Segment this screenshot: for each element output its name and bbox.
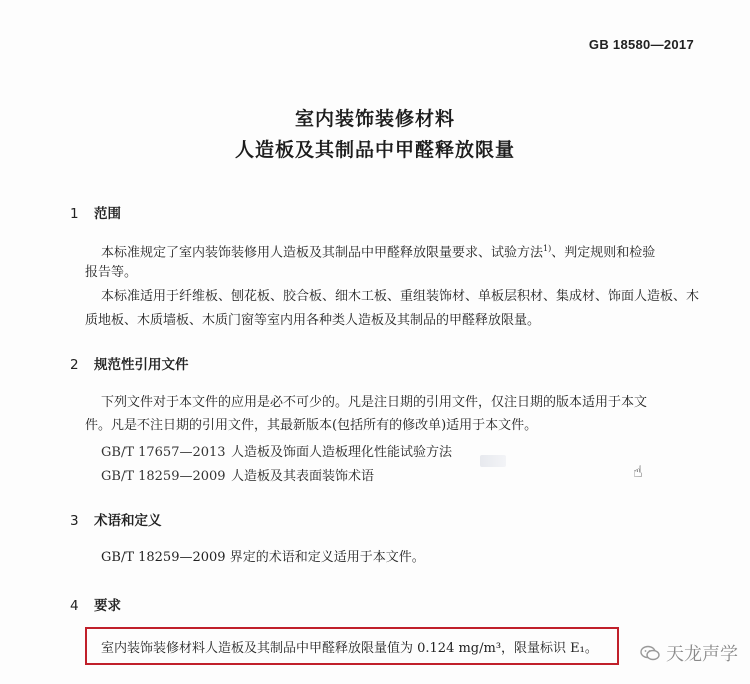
- section-1-para-1-line-2: 报告等。: [85, 265, 138, 280]
- section-number: 3: [70, 513, 79, 529]
- scan-smudge: [480, 455, 506, 467]
- section-2-para-line-2: 件。凡是不注日期的引用文件，其最新版本(包括所有的修改单)适用于本文件。: [85, 418, 538, 433]
- footnote-marker: 1): [543, 244, 552, 253]
- normative-reference: [101, 441, 452, 460]
- section-1-para-2-line-2: 质地板、木质墙板、木质门窗等室内用各种类人造板及其制品的甲醛释放限量。: [85, 313, 541, 328]
- section-2-para-line-1: 下列文件对于本文件的应用是必不可少的。凡是注日期的引用文件，仅注日期的版本适用于本文: [101, 395, 648, 410]
- normative-reference: [101, 465, 374, 484]
- reference-code: GB/T 18259—2009: [101, 469, 226, 484]
- reference-title: 人造板及饰面人造板理化性能试验方法: [231, 445, 453, 460]
- para-text-end: 、判定规则和检验: [551, 245, 656, 261]
- section-number: 1: [70, 206, 79, 222]
- requirement-text: 室内装饰装修材料人造板及其制品中甲醛释放限量值为 0.124 mg/m³，限量标识 E₁。: [101, 641, 598, 656]
- reference-code: GB/T 17657—2013: [101, 445, 226, 460]
- section-number: 2: [70, 357, 79, 373]
- section-3-heading: [70, 509, 162, 529]
- section-1-heading: [70, 202, 121, 222]
- section-3-para: GB/T 18259—2009 界定的术语和定义适用于本文件。: [101, 550, 425, 565]
- section-title: 规范性引用文件: [94, 357, 189, 373]
- standard-code: GB 18580—2017: [588, 37, 694, 52]
- title-line-2: 人造板及其制品中甲醛释放限量: [234, 139, 515, 161]
- title-line-1: 室内装饰装修材料: [294, 108, 455, 130]
- section-4-heading: [70, 594, 121, 614]
- section-title: 范围: [94, 206, 121, 222]
- section-2-heading: [70, 353, 189, 373]
- watermark-text: 天龙声学: [666, 644, 738, 665]
- section-1-para-1-line-1: [101, 240, 655, 262]
- para-text: 本标准规定了室内装饰装修用人造板及其制品中甲醛释放限量要求、试验方法: [101, 245, 544, 261]
- section-title: 术语和定义: [94, 513, 162, 529]
- watermark: [640, 640, 738, 666]
- section-1-para-2-line-1: 本标准适用于纤维板、刨花板、胶合板、细木工板、重组装饰材、单板层积材、集成材、饰面人造板、木: [101, 289, 700, 304]
- reference-title: 人造板及其表面装饰术语: [231, 469, 375, 484]
- section-title: 要求: [94, 598, 121, 614]
- hand-cursor-icon: ☝: [633, 462, 643, 481]
- wechat-icon: [640, 645, 660, 661]
- section-number: 4: [70, 598, 79, 614]
